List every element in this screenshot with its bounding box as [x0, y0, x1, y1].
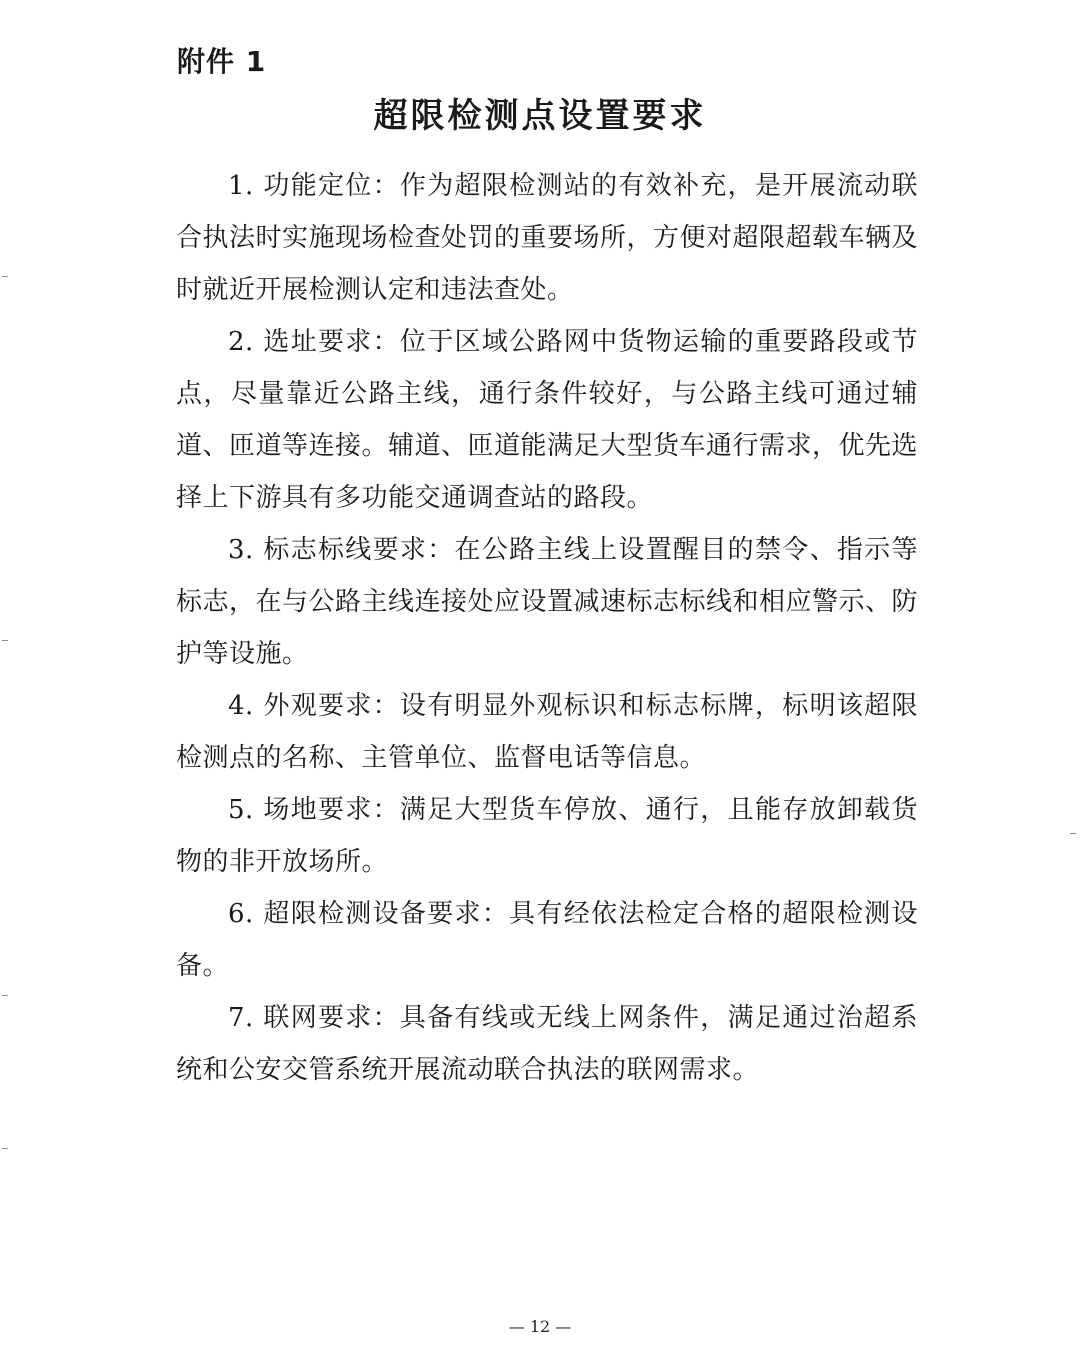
attachment-label: 附件 1 [177, 45, 267, 78]
page-number: — 12 — [508, 1317, 572, 1336]
scan-edge-mark [2, 995, 8, 996]
scan-edge-mark [2, 640, 8, 641]
paragraph-networking: 7. 联网要求：具备有线或无线上网条件，满足通过治超系统和公安交管系统开展流动联合执法的联网需求。 [176, 1003, 918, 1085]
paragraph-appearance: 4. 外观要求：设有明显外观标识和标志标牌，标明该超限检测点的名称、主管单位、监督电话等信息。 [176, 691, 918, 773]
document-title: 超限检测点设置要求 [373, 96, 707, 136]
document-body [176, 160, 918, 1096]
scan-edge-mark [2, 1148, 8, 1149]
paragraph-function-positioning: 1. 功能定位：作为超限检测站的有效补充，是开展流动联合执法时实施现场检查处罚的重要场所，方便对超限超载车辆及时就近开展检测认定和违法查处。 [176, 171, 919, 305]
scan-edge-mark [2, 276, 8, 277]
paragraph-signs-markings: 3. 标志标线要求：在公路主线上设置醒目的禁令、指示等标志，在与公路主线连接处应设置减速标志标线和相应警示、防护等设施。 [176, 535, 919, 669]
paragraph-site-selection: 2. 选址要求：位于区域公路网中货物运输的重要路段或节点，尽量靠近公路主线，通行条件较好，与公路主线可通过辅道、匝道等连接。辅道、匝道能满足大型货车通行需求，优先选择上下游具有多功能交通调查站的路段。 [176, 327, 919, 513]
scan-edge-mark [1070, 833, 1076, 834]
paragraph-site-requirements: 5. 场地要求：满足大型货车停放、通行，且能存放卸载货物的非开放场所。 [176, 795, 918, 877]
paragraph-equipment: 6. 超限检测设备要求：具有经依法检定合格的超限检测设备。 [176, 899, 918, 981]
